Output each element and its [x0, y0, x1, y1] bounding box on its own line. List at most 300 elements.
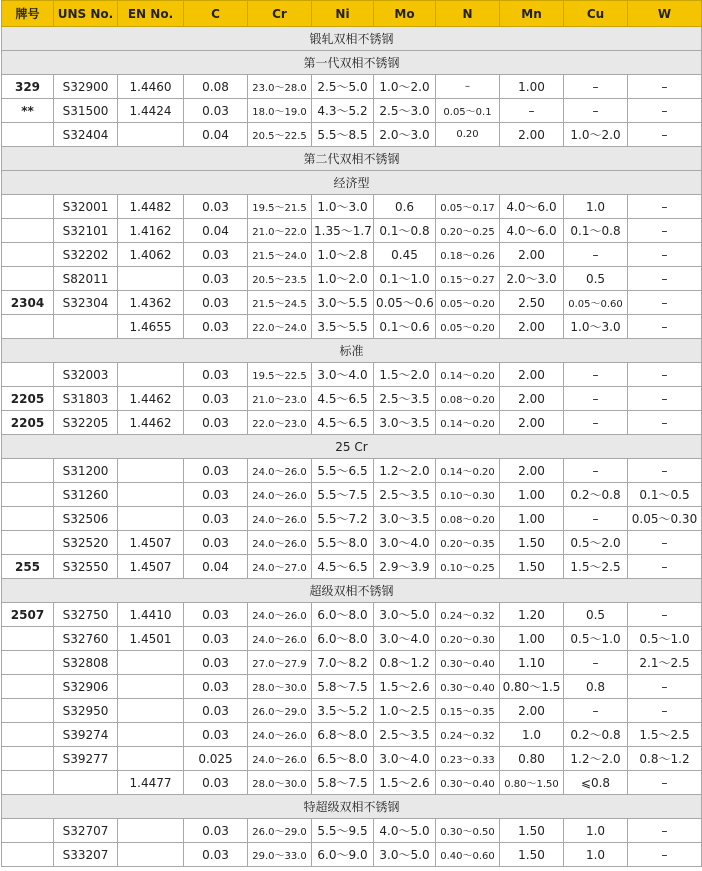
cell-grade: [2, 507, 54, 531]
cell-w: –: [628, 75, 702, 99]
cell-en: [118, 123, 184, 147]
cell-en: 1.4482: [118, 195, 184, 219]
cell-n: 0.24～0.32: [436, 603, 500, 627]
cell-ni: 1.35～1.7: [312, 219, 374, 243]
cell-w: –: [628, 843, 702, 867]
cell-w: –: [628, 243, 702, 267]
table-row: [2, 483, 702, 507]
cell-en: [118, 843, 184, 867]
cell-ni: 3.0～4.0: [312, 363, 374, 387]
cell-ni: 1.0～2.8: [312, 243, 374, 267]
cell-uns: S32750: [54, 603, 118, 627]
cell-mo: 0.6: [374, 195, 436, 219]
cell-uns: S32205: [54, 411, 118, 435]
cell-uns: S39274: [54, 723, 118, 747]
cell-ni: 6.0～8.0: [312, 603, 374, 627]
table-row: [2, 843, 702, 867]
cell-mo: 0.1～0.8: [374, 219, 436, 243]
cell-n: 0.23～0.33: [436, 747, 500, 771]
cell-mo: 0.05～0.6: [374, 291, 436, 315]
cell-cr: 24.0～26.0: [248, 507, 312, 531]
cell-w: –: [628, 315, 702, 339]
header-ni: Ni: [312, 1, 374, 27]
cell-n: 0.05～0.1: [436, 99, 500, 123]
header-row: [2, 1, 702, 27]
cell-ni: 5.5～6.5: [312, 459, 374, 483]
cell-cr: 20.5～22.5: [248, 123, 312, 147]
cell-ni: 6.0～8.0: [312, 627, 374, 651]
table-row: [2, 651, 702, 675]
table-row: [2, 411, 702, 435]
cell-cr: 24.0～26.0: [248, 483, 312, 507]
cell-ni: 5.8～7.5: [312, 771, 374, 795]
cell-grade: [2, 459, 54, 483]
cell-cr: 18.0～19.0: [248, 99, 312, 123]
cell-cr: 27.0～27.9: [248, 651, 312, 675]
cell-c: 0.03: [184, 651, 248, 675]
header-cu: Cu: [564, 1, 628, 27]
cell-cr: 29.0～33.0: [248, 843, 312, 867]
cell-en: 1.4462: [118, 411, 184, 435]
cell-en: [118, 723, 184, 747]
cell-ni: 5.5～8.5: [312, 123, 374, 147]
cell-cu: –: [564, 243, 628, 267]
cell-uns: S82011: [54, 267, 118, 291]
table-row: [2, 243, 702, 267]
table-row: [2, 387, 702, 411]
cell-ni: 3.5～5.2: [312, 699, 374, 723]
cell-n: 0.14～0.20: [436, 411, 500, 435]
header-en: EN No.: [118, 1, 184, 27]
cell-mo: 2.5～3.5: [374, 483, 436, 507]
cell-grade: [2, 843, 54, 867]
cell-w: –: [628, 123, 702, 147]
section-row: [2, 579, 702, 603]
cell-grade: [2, 771, 54, 795]
cell-mn: 2.00: [500, 387, 564, 411]
cell-cu: 0.05～0.60: [564, 291, 628, 315]
cell-cr: 19.5～21.5: [248, 195, 312, 219]
cell-uns: S33207: [54, 843, 118, 867]
cell-w: –: [628, 291, 702, 315]
cell-cu: –: [564, 507, 628, 531]
cell-uns: S32950: [54, 699, 118, 723]
cell-c: 0.03: [184, 99, 248, 123]
cell-mo: 0.1～1.0: [374, 267, 436, 291]
cell-en: 1.4462: [118, 387, 184, 411]
cell-w: –: [628, 771, 702, 795]
cell-en: 1.4460: [118, 75, 184, 99]
cell-c: 0.03: [184, 699, 248, 723]
cell-w: –: [628, 531, 702, 555]
cell-cu: 0.8: [564, 675, 628, 699]
cell-grade: 329: [2, 75, 54, 99]
header-c: C: [184, 1, 248, 27]
cell-w: –: [628, 363, 702, 387]
cell-uns: S32404: [54, 123, 118, 147]
cell-cr: 28.0～30.0: [248, 771, 312, 795]
section-label: 第二代双相不锈钢: [2, 147, 702, 171]
cell-w: 0.1～0.5: [628, 483, 702, 507]
cell-n: 0.15～0.35: [436, 699, 500, 723]
cell-mn: 4.0～6.0: [500, 195, 564, 219]
cell-grade: [2, 363, 54, 387]
cell-w: –: [628, 555, 702, 579]
cell-n: 0.18～0.26: [436, 243, 500, 267]
cell-c: 0.03: [184, 819, 248, 843]
section-row: [2, 51, 702, 75]
cell-c: 0.03: [184, 411, 248, 435]
table-row: [2, 75, 702, 99]
cell-mo: 0.45: [374, 243, 436, 267]
cell-grade: 2205: [2, 387, 54, 411]
cell-w: –: [628, 219, 702, 243]
cell-c: 0.08: [184, 75, 248, 99]
cell-mn: 0.80: [500, 747, 564, 771]
cell-cu: –: [564, 363, 628, 387]
cell-uns: S32101: [54, 219, 118, 243]
table-row: [2, 819, 702, 843]
cell-n: 0.15～0.27: [436, 267, 500, 291]
cell-uns: S32906: [54, 675, 118, 699]
cell-cu: 1.0: [564, 819, 628, 843]
cell-cu: 1.0～2.0: [564, 123, 628, 147]
cell-mn: 1.00: [500, 627, 564, 651]
section-row: [2, 339, 702, 363]
cell-grade: [2, 267, 54, 291]
cell-cu: –: [564, 459, 628, 483]
cell-uns: S32520: [54, 531, 118, 555]
cell-c: 0.03: [184, 843, 248, 867]
cell-mo: 2.0～3.0: [374, 123, 436, 147]
cell-n: 0.30～0.40: [436, 771, 500, 795]
table-row: [2, 267, 702, 291]
cell-cu: –: [564, 387, 628, 411]
cell-grade: [2, 219, 54, 243]
cell-uns: S32003: [54, 363, 118, 387]
cell-mn: 2.00: [500, 459, 564, 483]
cell-en: [118, 675, 184, 699]
cell-en: [118, 267, 184, 291]
cell-n: 0.30～0.40: [436, 675, 500, 699]
cell-uns: S31500: [54, 99, 118, 123]
cell-en: [118, 651, 184, 675]
cell-mn: 2.0～3.0: [500, 267, 564, 291]
cell-cr: 26.0～29.0: [248, 819, 312, 843]
cell-cr: 22.0～23.0: [248, 411, 312, 435]
cell-w: –: [628, 387, 702, 411]
cell-mn: 1.50: [500, 843, 564, 867]
cell-c: 0.03: [184, 771, 248, 795]
cell-mn: 1.50: [500, 819, 564, 843]
cell-n: 0.40～0.60: [436, 843, 500, 867]
cell-uns: S32760: [54, 627, 118, 651]
cell-cr: 20.5～23.5: [248, 267, 312, 291]
section-label: 超级双相不锈钢: [2, 579, 702, 603]
cell-cr: 24.0～26.0: [248, 531, 312, 555]
table-row: [2, 603, 702, 627]
cell-n: 0.20～0.35: [436, 531, 500, 555]
cell-cu: 0.1～0.8: [564, 219, 628, 243]
cell-mo: 2.5～3.5: [374, 723, 436, 747]
section-row: [2, 795, 702, 819]
cell-cu: 1.0: [564, 843, 628, 867]
cell-c: 0.025: [184, 747, 248, 771]
cell-grade: [2, 651, 54, 675]
cell-mn: 1.00: [500, 507, 564, 531]
section-label: 特超级双相不锈钢: [2, 795, 702, 819]
cell-grade: [2, 819, 54, 843]
cell-cu: –: [564, 411, 628, 435]
cell-ni: 1.0～2.0: [312, 267, 374, 291]
cell-n: –: [436, 75, 500, 99]
cell-mo: 3.0～4.0: [374, 531, 436, 555]
cell-n: 0.14～0.20: [436, 363, 500, 387]
section-label: 标准: [2, 339, 702, 363]
cell-cu: –: [564, 651, 628, 675]
cell-mo: 3.0～3.5: [374, 411, 436, 435]
cell-uns: [54, 771, 118, 795]
cell-c: 0.03: [184, 387, 248, 411]
header-mo: Mo: [374, 1, 436, 27]
cell-cu: 1.0: [564, 195, 628, 219]
table-row: [2, 99, 702, 123]
cell-c: 0.03: [184, 507, 248, 531]
cell-n: 0.30～0.50: [436, 819, 500, 843]
cell-w: –: [628, 459, 702, 483]
cell-cr: 28.0～30.0: [248, 675, 312, 699]
cell-en: [118, 507, 184, 531]
cell-en: 1.4362: [118, 291, 184, 315]
header-mn: Mn: [500, 1, 564, 27]
cell-en: 1.4501: [118, 627, 184, 651]
stainless-steel-composition-table: [1, 0, 702, 867]
cell-uns: S31260: [54, 483, 118, 507]
cell-uns: S32202: [54, 243, 118, 267]
cell-c: 0.03: [184, 267, 248, 291]
cell-mo: 3.0～4.0: [374, 747, 436, 771]
cell-ni: 4.5～6.5: [312, 411, 374, 435]
cell-mo: 1.0～2.5: [374, 699, 436, 723]
cell-en: 1.4507: [118, 531, 184, 555]
cell-cr: 24.0～26.0: [248, 627, 312, 651]
table-row: [2, 459, 702, 483]
cell-c: 0.04: [184, 219, 248, 243]
cell-mo: 1.5～2.6: [374, 771, 436, 795]
cell-grade: [2, 723, 54, 747]
cell-mo: 2.9～3.9: [374, 555, 436, 579]
cell-mn: 1.20: [500, 603, 564, 627]
cell-cr: 21.5～24.0: [248, 243, 312, 267]
cell-mo: 1.5～2.6: [374, 675, 436, 699]
cell-n: 0.10～0.25: [436, 555, 500, 579]
cell-c: 0.04: [184, 555, 248, 579]
section-label: 第一代双相不锈钢: [2, 51, 702, 75]
section-label: 经济型: [2, 171, 702, 195]
table-row: [2, 507, 702, 531]
table-row: [2, 195, 702, 219]
cell-w: 0.8～1.2: [628, 747, 702, 771]
cell-cr: 21.5～24.5: [248, 291, 312, 315]
cell-c: 0.03: [184, 459, 248, 483]
cell-n: 0.05～0.20: [436, 291, 500, 315]
cell-c: 0.03: [184, 291, 248, 315]
cell-cr: 21.0～22.0: [248, 219, 312, 243]
cell-cu: 1.0～3.0: [564, 315, 628, 339]
cell-mo: 3.0～5.0: [374, 843, 436, 867]
cell-c: 0.03: [184, 363, 248, 387]
cell-en: [118, 819, 184, 843]
cell-mo: 1.2～2.0: [374, 459, 436, 483]
cell-cr: 26.0～29.0: [248, 699, 312, 723]
cell-n: 0.20～0.30: [436, 627, 500, 651]
cell-w: 0.05～0.30: [628, 507, 702, 531]
cell-mo: 3.0～3.5: [374, 507, 436, 531]
cell-ni: 5.5～7.5: [312, 483, 374, 507]
header-cr: Cr: [248, 1, 312, 27]
cell-cu: –: [564, 699, 628, 723]
cell-grade: 2205: [2, 411, 54, 435]
cell-w: –: [628, 195, 702, 219]
cell-mn: 1.50: [500, 531, 564, 555]
cell-ni: 1.0～3.0: [312, 195, 374, 219]
cell-grade: [2, 315, 54, 339]
cell-cu: –: [564, 75, 628, 99]
cell-n: 0.30～0.40: [436, 651, 500, 675]
cell-mn: 1.10: [500, 651, 564, 675]
cell-cu: ⩽0.8: [564, 771, 628, 795]
cell-grade: [2, 195, 54, 219]
cell-n: 0.14～0.20: [436, 459, 500, 483]
cell-en: [118, 459, 184, 483]
cell-n: 0.24～0.32: [436, 723, 500, 747]
cell-ni: 4.5～6.5: [312, 387, 374, 411]
cell-ni: 6.8～8.0: [312, 723, 374, 747]
table-row: [2, 627, 702, 651]
cell-en: [118, 363, 184, 387]
cell-c: 0.03: [184, 195, 248, 219]
cell-mo: 3.0～4.0: [374, 627, 436, 651]
header-n: N: [436, 1, 500, 27]
cell-cu: 0.5: [564, 267, 628, 291]
cell-mo: 0.8～1.2: [374, 651, 436, 675]
cell-w: –: [628, 411, 702, 435]
cell-n: 0.20～0.25: [436, 219, 500, 243]
cell-ni: 6.0～9.0: [312, 843, 374, 867]
section-label: 25 Cr: [2, 435, 702, 459]
cell-mo: 4.0～5.0: [374, 819, 436, 843]
cell-uns: S31803: [54, 387, 118, 411]
header-uns: UNS No.: [54, 1, 118, 27]
cell-w: –: [628, 675, 702, 699]
cell-en: 1.4162: [118, 219, 184, 243]
table-row: [2, 315, 702, 339]
cell-c: 0.03: [184, 603, 248, 627]
cell-cu: 0.5～1.0: [564, 627, 628, 651]
cell-w: –: [628, 699, 702, 723]
cell-uns: S32506: [54, 507, 118, 531]
cell-grade: **: [2, 99, 54, 123]
cell-ni: 5.5～8.0: [312, 531, 374, 555]
cell-cr: 23.0～28.0: [248, 75, 312, 99]
cell-ni: 3.0～5.5: [312, 291, 374, 315]
section-row: [2, 435, 702, 459]
cell-ni: 7.0～8.2: [312, 651, 374, 675]
cell-cr: 24.0～27.0: [248, 555, 312, 579]
cell-uns: S32900: [54, 75, 118, 99]
cell-w: –: [628, 603, 702, 627]
cell-grade: [2, 531, 54, 555]
cell-mn: 2.00: [500, 411, 564, 435]
cell-n: 0.05～0.17: [436, 195, 500, 219]
table-row: [2, 219, 702, 243]
cell-uns: S32550: [54, 555, 118, 579]
cell-cu: 0.5～2.0: [564, 531, 628, 555]
cell-mo: 1.0～2.0: [374, 75, 436, 99]
cell-mn: –: [500, 99, 564, 123]
table-row: [2, 531, 702, 555]
cell-mn: 2.00: [500, 123, 564, 147]
section-row: [2, 171, 702, 195]
cell-ni: 3.5～5.5: [312, 315, 374, 339]
table-header: [2, 1, 702, 27]
cell-cr: 22.0～24.0: [248, 315, 312, 339]
cell-c: 0.03: [184, 243, 248, 267]
cell-ni: 6.5～8.0: [312, 747, 374, 771]
cell-en: [118, 699, 184, 723]
cell-c: 0.03: [184, 483, 248, 507]
header-grade: 牌号: [2, 1, 54, 27]
cell-mn: 4.0～6.0: [500, 219, 564, 243]
cell-ni: 2.5～5.0: [312, 75, 374, 99]
cell-uns: [54, 315, 118, 339]
cell-cu: 1.2～2.0: [564, 747, 628, 771]
cell-w: –: [628, 819, 702, 843]
cell-mn: 1.0: [500, 723, 564, 747]
cell-cr: 24.0～26.0: [248, 459, 312, 483]
cell-c: 0.03: [184, 627, 248, 651]
cell-ni: 5.5～9.5: [312, 819, 374, 843]
cell-uns: S32304: [54, 291, 118, 315]
cell-w: 0.5～1.0: [628, 627, 702, 651]
cell-cu: 1.5～2.5: [564, 555, 628, 579]
cell-mn: 1.50: [500, 555, 564, 579]
cell-uns: S32001: [54, 195, 118, 219]
cell-mn: 0.80～1.5: [500, 675, 564, 699]
cell-mo: 2.5～3.5: [374, 387, 436, 411]
cell-grade: [2, 699, 54, 723]
cell-en: [118, 483, 184, 507]
cell-uns: S32808: [54, 651, 118, 675]
cell-mn: 2.00: [500, 363, 564, 387]
cell-n: 0.20: [436, 123, 500, 147]
cell-mn: 2.00: [500, 699, 564, 723]
table-row: [2, 675, 702, 699]
cell-w: –: [628, 267, 702, 291]
cell-ni: 4.5～6.5: [312, 555, 374, 579]
cell-mo: 3.0～5.0: [374, 603, 436, 627]
cell-grade: [2, 675, 54, 699]
cell-uns: S39277: [54, 747, 118, 771]
cell-cu: 0.2～0.8: [564, 723, 628, 747]
cell-mo: 0.1～0.6: [374, 315, 436, 339]
table-row: [2, 771, 702, 795]
table-row: [2, 747, 702, 771]
cell-ni: 5.8～7.5: [312, 675, 374, 699]
table-row: [2, 555, 702, 579]
section-row: [2, 27, 702, 51]
table-row: [2, 291, 702, 315]
